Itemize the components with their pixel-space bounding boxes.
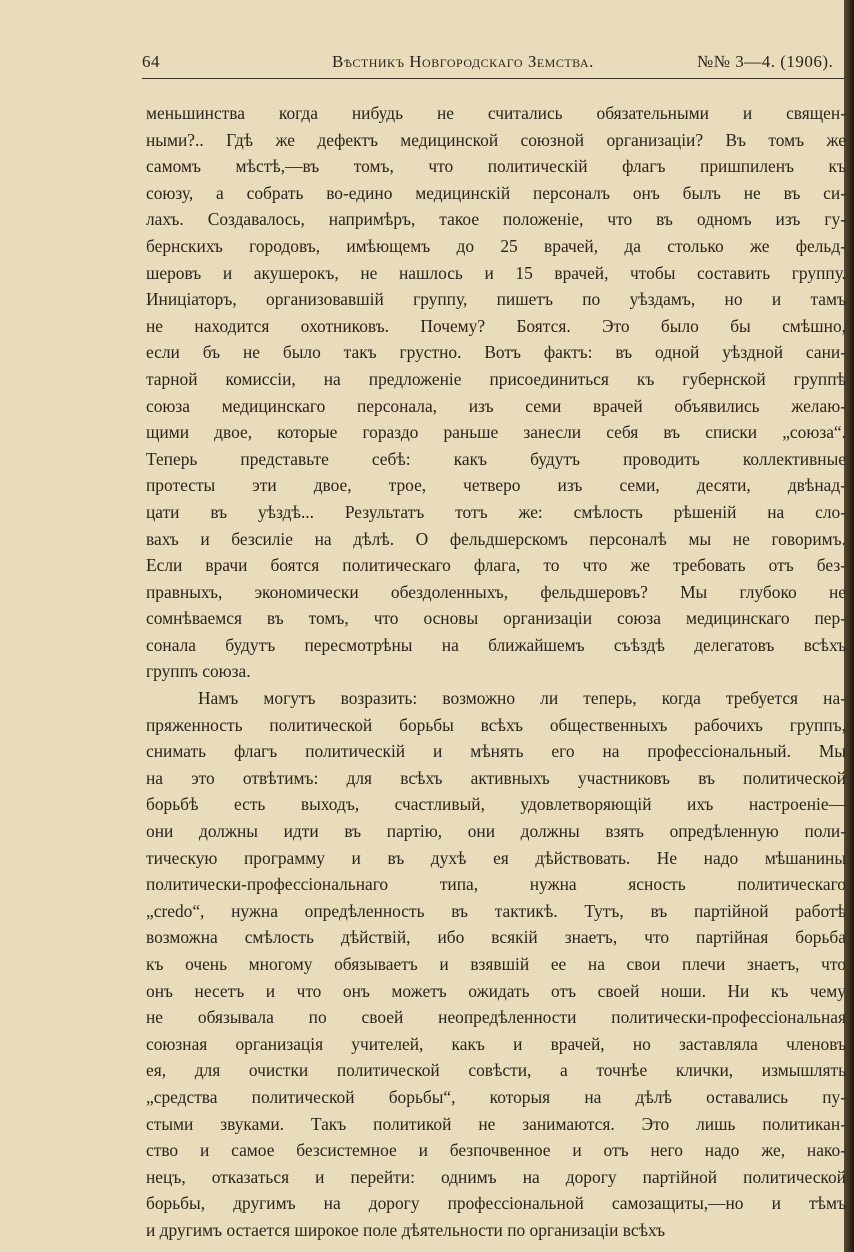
text-line: правныхъ, экономически обездоленныхъ, фельдшеровъ? Мы глубоко не bbox=[146, 581, 846, 602]
text-line: сомнѣваемся въ томъ, что основы организаціи союза медицинскаго пер- bbox=[146, 608, 846, 629]
text-line: группъ союза. bbox=[146, 661, 251, 682]
issue-number: №№ 3—4. (1906). bbox=[697, 52, 834, 71]
text-line: не находится охотниковъ. Почему? Боятся. Это было бы смѣшно, bbox=[146, 315, 846, 336]
text-line: борьбѣ есть выходъ, счастливый, удовлетворяющій ихъ настроеніе— bbox=[146, 794, 846, 815]
text-line: къ очень многому обязываетъ и взявшій ее на свои плечи знаетъ, что bbox=[146, 954, 846, 974]
text-line: союзу, а собрать во-едино медицинскій персоналъ онъ былъ не въ си- bbox=[146, 182, 846, 203]
text-line: снимать флагъ политическій и мѣнять его на профессіональный. Мы bbox=[146, 741, 846, 762]
body-text bbox=[146, 100, 846, 1244]
text-line: если бъ не было такъ грустно. Вотъ фактъ: въ одной уѣздной сани- bbox=[146, 342, 846, 363]
text-line: бернскихъ городовъ, имѣющемъ до 25 врачей, да столько же фельд- bbox=[146, 235, 846, 256]
text-line: тическую программу и въ духѣ ея дѣйствовать. Не надо мѣшанины bbox=[146, 847, 846, 868]
text-line: союза медицинскаго персонала, изъ семи врачей объявились желаю- bbox=[146, 395, 846, 416]
text-line: ея, для очистки политической совѣсти, а точнѣе клички, измышлять bbox=[146, 1060, 846, 1081]
text-line: вахъ и безсиліе на дѣлѣ. О фельдшерскомъ персоналѣ мы не говоримъ. bbox=[146, 528, 846, 549]
text-line: нецъ, отказаться и перейти: однимъ на дорогу партійной политической bbox=[146, 1166, 846, 1187]
text-line: пряженность политической борьбы всѣхъ общественныхъ рабочихъ группъ, bbox=[146, 714, 846, 735]
text-line: ство и самое безсистемное и безпочвенное и отъ него надо же, нако- bbox=[146, 1140, 846, 1161]
text-line: союзная организація учителей, какъ и врачей, но заставляла членовъ bbox=[146, 1033, 846, 1054]
journal-title: Вѣстникъ Новгородскаго Земства. bbox=[332, 52, 594, 71]
text-line: шеровъ и акушерокъ, не нашлось и 15 врачей, чтобы составить группу. bbox=[146, 262, 846, 283]
text-line: борьбы, другимъ на дорогу профессіональной самозащиты,—но и тѣмъ bbox=[146, 1193, 846, 1214]
text-line: протесты эти двое, трое, четверо изъ семи, десяти, двѣнад- bbox=[146, 475, 846, 496]
text-line: „средства политической борьбы“, которыя на дѣлѣ оставались пу- bbox=[146, 1086, 846, 1107]
text-line: тарной комиссіи, на предложеніе присоединиться къ губернской группѣ bbox=[146, 368, 846, 389]
paragraph bbox=[146, 685, 846, 1243]
text-line: и другимъ остается широкое поле дѣятельности по организаціи всѣхъ bbox=[146, 1219, 666, 1240]
text-line: щими двое, которые гораздо раньше занесли себя въ списки „союза“. bbox=[146, 422, 846, 443]
text-line: не обязывала по своей неопредѣленности политически-профессіональная bbox=[146, 1007, 846, 1028]
text-line: они должны идти въ партію, они должны взять опредѣленную поли- bbox=[146, 821, 846, 842]
text-line: сонала будутъ пересмотрѣны на ближайшемъ съѣздѣ делегатовъ всѣхъ bbox=[146, 634, 846, 655]
text-line: „credo“, нужна опредѣленность въ тактикѣ. Тутъ, въ партійной работѣ bbox=[146, 900, 846, 921]
text-line: политически-профессіональнаго типа, нужна ясность политическаго bbox=[146, 874, 846, 895]
text-line: меньшинства когда нибудь не считались обязательными и священ- bbox=[146, 103, 846, 123]
text-line: Теперь представьте себѣ: какъ будутъ проводить коллективные bbox=[146, 448, 846, 469]
text-line: Если врачи боятся политическаго флага, то что же требовать отъ без- bbox=[146, 555, 846, 576]
text-line: Иниціаторъ, организовавшій группу, пишетъ по уѣздамъ, но и тамъ bbox=[146, 289, 846, 310]
page-number: 64 bbox=[142, 52, 160, 71]
paragraph bbox=[146, 100, 846, 685]
text-line: онъ несетъ и что онъ можетъ ожидать отъ своей ноши. Ни къ чему bbox=[146, 980, 846, 1001]
text-line: Намъ могутъ возразить: возможно ли теперь, когда требуется на- bbox=[198, 688, 846, 709]
text-line: на это отвѣтимъ: для всѣхъ активныхъ участниковъ въ политической bbox=[146, 767, 846, 788]
header-rule bbox=[142, 78, 844, 79]
text-line: возможна смѣлость дѣйствій, ибо всякій знаетъ, что партійная борьба bbox=[146, 927, 846, 948]
text-line: цати въ уѣздѣ... Результатъ тотъ же: смѣлость рѣшеній на сло- bbox=[146, 501, 846, 522]
text-line: ными?.. Гдѣ же дефектъ медицинской союзной организаціи? Въ томъ же bbox=[146, 129, 846, 150]
text-line: лахъ. Создавалось, напримѣръ, такое положеніе, что въ одномъ изъ гу- bbox=[146, 209, 846, 230]
text-line: стыми звуками. Такъ политикой не занимаются. Это лишь политикан- bbox=[146, 1113, 846, 1134]
text-line: самомъ мѣстѣ,—въ томъ, что политическій флагъ пришпиленъ къ bbox=[146, 156, 846, 177]
